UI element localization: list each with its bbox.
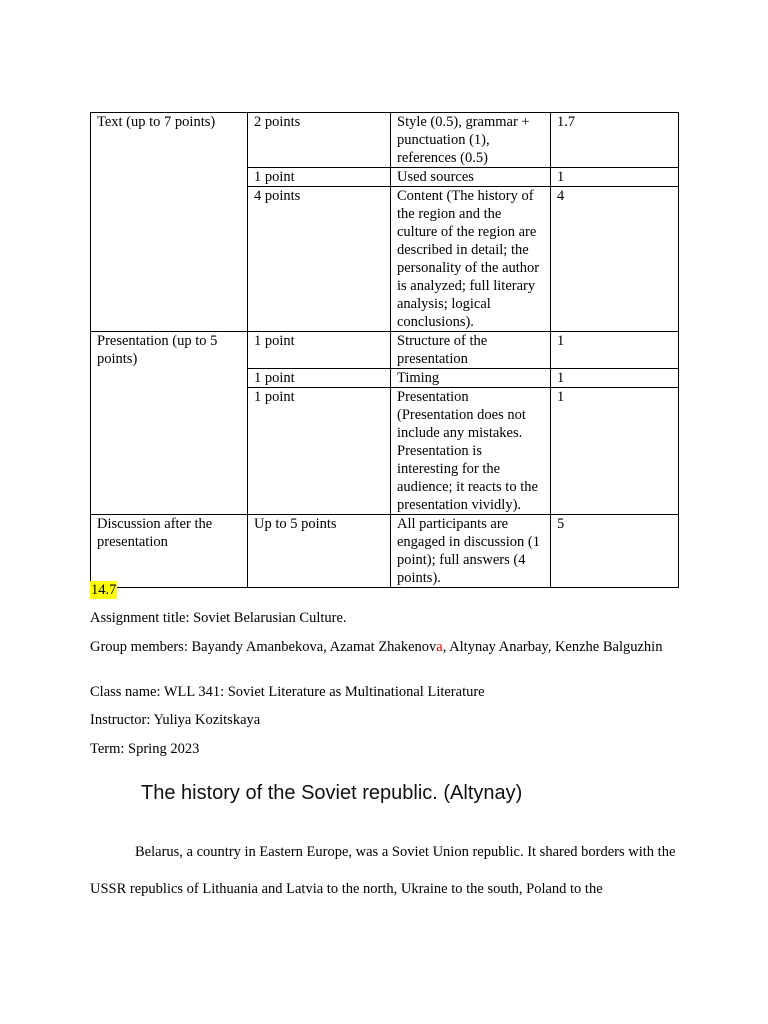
total-score-highlight: 14.7: [91, 582, 117, 598]
table-row: [91, 332, 679, 369]
rubric-points-cell: 1 point: [248, 168, 391, 187]
rubric-score-cell: 1: [551, 388, 679, 515]
rubric-criterion-cell: Structure of the presentation: [391, 332, 551, 369]
rubric-points-cell: 1 point: [248, 369, 391, 388]
rubric-points-cell: 1 point: [248, 388, 391, 515]
rubric-category-cell: Discussion after the presentation: [91, 515, 248, 588]
term: Term: Spring 2023: [90, 741, 200, 757]
rubric-points-cell: 1 point: [248, 332, 391, 369]
rubric-score-cell: 1.7: [551, 113, 679, 168]
table-row: [91, 113, 679, 168]
instructor: Instructor: Yuliya Kozitskaya: [90, 712, 261, 728]
section-heading: The history of the Soviet republic. (Altynay): [141, 782, 523, 804]
rubric-criterion-cell: Style (0.5), grammar + punctuation (1), references (0.5): [391, 113, 551, 168]
rubric-criterion-cell: All participants are engaged in discussion (1 point); full answers (4 points).: [391, 515, 551, 588]
rubric-score-cell: 5: [551, 515, 679, 588]
rubric-score-cell: 1: [551, 332, 679, 369]
group-members: [90, 638, 678, 656]
rubric-points-cell: Up to 5 points: [248, 515, 391, 588]
rubric-score-cell: 1: [551, 369, 679, 388]
group-members-text-rest: , Altynay Anarbay, Kenzhe Balguzhin: [442, 639, 663, 655]
rubric-score-cell: 4: [551, 187, 679, 332]
tracked-change-insertion: a: [436, 639, 443, 655]
body-paragraph: Belarus, a country in Eastern Europe, was a Soviet Union republic. It shared borders with the USSR republics of Lithuania and Latvia to the north, Ukraine to the south, Poland to the: [90, 844, 676, 897]
rubric-criterion-cell: Presentation (Presentation does not include any mistakes. Presentation is interesting for the audience; it reacts to the presentation vividly).: [391, 388, 551, 515]
assignment-title: Assignment title: Soviet Belarusian Culture.: [90, 610, 347, 626]
grading-rubric-table: [90, 112, 679, 588]
rubric-points-cell: 4 points: [248, 187, 391, 332]
table-row: [91, 515, 679, 588]
group-members-text: Group members: Bayandy Amanbekova, Azamat Zhakenov: [90, 639, 437, 655]
rubric-category-cell: Text (up to 7 points): [91, 113, 248, 332]
rubric-category-cell: Presentation (up to 5 points): [91, 332, 248, 515]
rubric-score-cell: 1: [551, 168, 679, 187]
rubric-criterion-cell: Timing: [391, 369, 551, 388]
rubric-criterion-cell: Content (The history of the region and the culture of the region are described in detail; the personality of the author is analyzed; full literary analysis; logical conclusions).: [391, 187, 551, 332]
rubric-criterion-cell: Used sources: [391, 168, 551, 187]
class-name: Class name: WLL 341: Soviet Literature as Multinational Literature: [90, 684, 485, 700]
rubric-points-cell: 2 points: [248, 113, 391, 168]
